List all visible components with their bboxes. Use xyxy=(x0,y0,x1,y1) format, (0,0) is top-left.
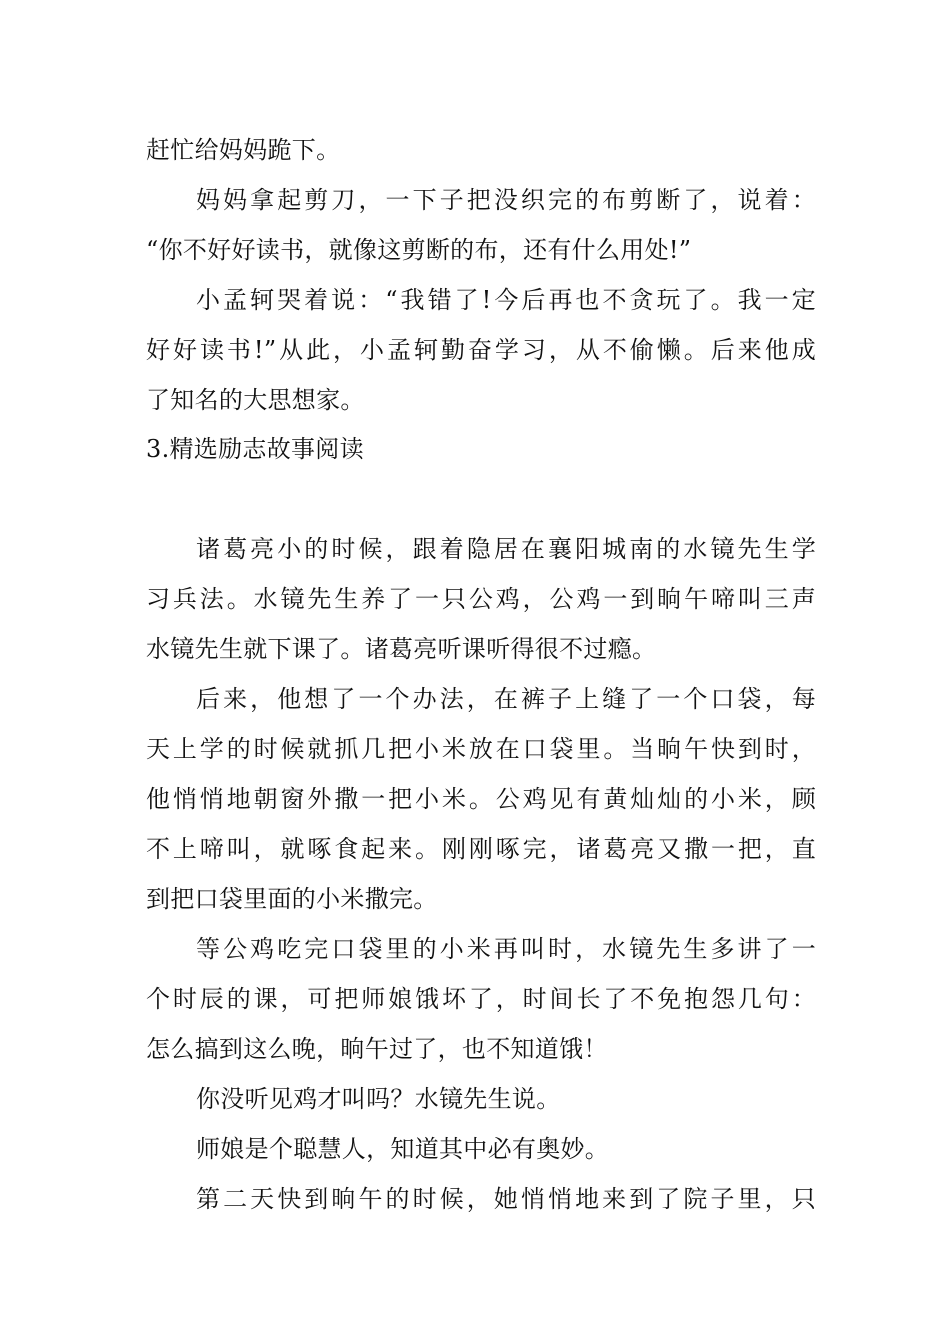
text-line: 怎么搞到这么晚，晌午过了，也不知道饿！ xyxy=(146,1035,608,1063)
text-line: 好好读书!”从此，小孟轲勤奋学习，从不偷懒。后来他成 xyxy=(146,336,816,364)
text-line: 你没听见鸡才叫吗？水镜先生说。 xyxy=(196,1085,561,1113)
text-line: 水镜先生就下课了。诸葛亮听课听得很不过瘾。 xyxy=(146,635,657,663)
text-line: 不上啼叫，就啄食起来。刚刚啄完，诸葛亮又撒一把，直 xyxy=(146,835,816,863)
section-heading: 3.精选励志故事阅读 xyxy=(146,435,364,463)
text-line: 第二天快到晌午的时候，她悄悄地来到了院子里，只 xyxy=(196,1185,816,1213)
text-line: 了知名的大思想家。 xyxy=(146,386,365,414)
text-line: 妈妈拿起剪刀，一下子把没织完的布剪断了，说着： xyxy=(196,186,816,214)
text-line: 诸葛亮小的时候，跟着隐居在襄阳城南的水镜先生学 xyxy=(196,535,816,563)
text-line: 个时辰的课，可把师娘饿坏了，时间长了不免抱怨几句： xyxy=(146,985,816,1013)
text-line: 师娘是个聪慧人，知道其中必有奥妙。 xyxy=(196,1135,610,1163)
text-line: 到把口袋里面的小米撒完。 xyxy=(146,885,438,913)
text-line: 等公鸡吃完口袋里的小米再叫时，水镜先生多讲了一 xyxy=(196,935,816,963)
text-line: 习兵法。水镜先生养了一只公鸡，公鸡一到晌午啼叫三声 xyxy=(146,585,816,613)
text-line: “你不好好读书，就像这剪断的布，还有什么用处!” xyxy=(146,236,692,264)
text-line: 天上学的时候就抓几把小米放在口袋里。当晌午快到时， xyxy=(146,735,816,763)
text-line: 后来，他想了一个办法，在裤子上缝了一个口袋，每 xyxy=(196,685,816,713)
text-line: 小孟轲哭着说：“我错了!今后再也不贪玩了。我一定 xyxy=(196,286,816,314)
text-line: 赶忙给妈妈跪下。 xyxy=(146,136,341,164)
text-line: 他悄悄地朝窗外撒一把小米。公鸡见有黄灿灿的小米，顾 xyxy=(146,785,816,813)
